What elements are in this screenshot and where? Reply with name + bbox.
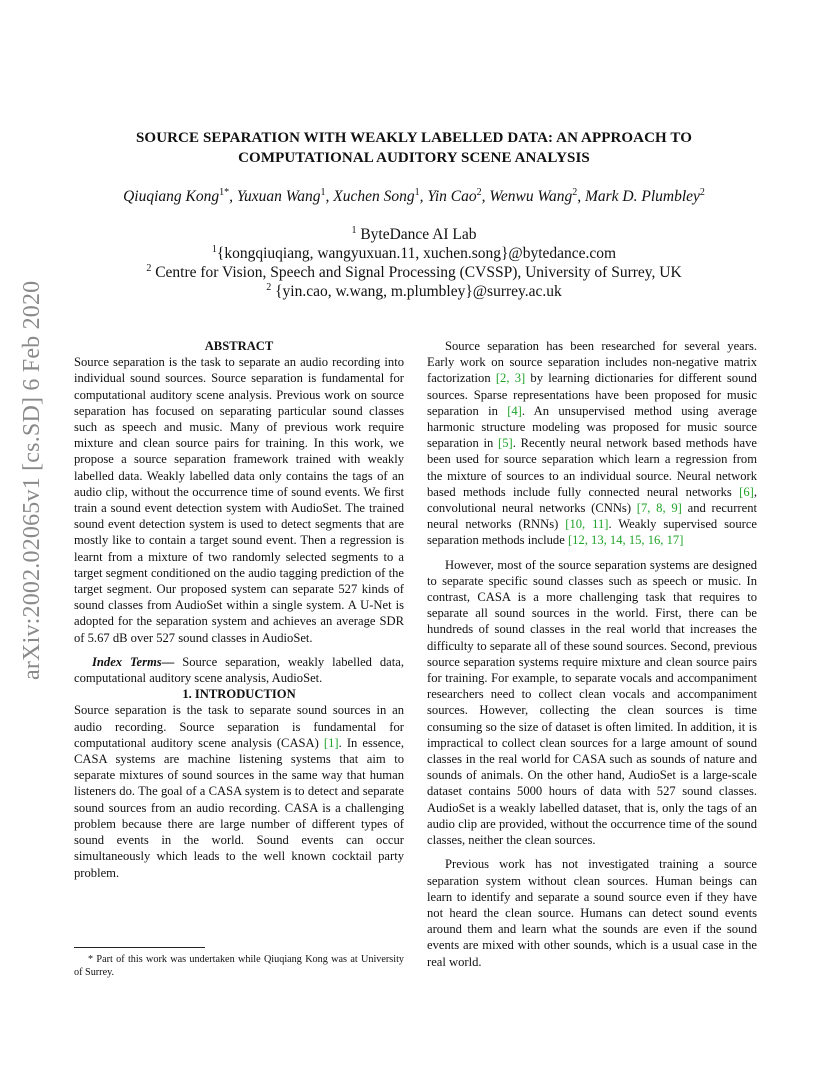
right-column [427,338,757,970]
index-terms-text: Source separation, weakly labelled data, computational auditory scene analysis, AudioSet. [74,654,405,686]
affiliation-line [74,225,754,244]
author-affiliation-mark: 1 [320,187,326,198]
arxiv-identifier-stamp: arXiv:2002.02065v1 [cs.SD] 6 Feb 2020 [19,280,45,680]
left-column [74,338,404,881]
citation-link[interactable]: [7, 8, 9] [636,501,682,516]
author-name: Mark D. Plumbley [584,188,700,206]
footnote-text: * Part of this work was undertaken while Qiuqiang Kong was at University of Surrey. [74,954,404,978]
author-affiliation-mark: 1* [219,187,230,198]
paragraph-text: . An unsupervised method using average harmonic structure modeling was proposed for music source separation in [427,403,757,451]
author-affiliation-mark: 2 [699,187,705,198]
affiliation-mark: 2 [146,263,152,274]
affiliation-mark: 1 [351,225,357,236]
footnote [74,953,404,979]
paragraph-text: , convolutional neural networks (CNNs) [427,484,757,516]
author-name: Wenwu Wang [489,188,573,206]
paragraph-text: Source separation has been researched for several years. Early work on source separation includes non-negative matrix factorization [427,339,757,386]
abstract-text: Source separation is the task to separate an audio recording into individual sound sources. Source separation is fundamental for computational auditory scene analysis. Previous work on source separation has focused on separating particular sound classes such as speech and music. Many of previous work require mixture and clean source pairs for training. In this work, we propose a source separation framework trained with weakly labelled data. Weakly labelled data only contains the tags of an audio clip, without the occurrence time of sound events. We first train a sound event detection system with AudioSet. The trained sound event detection system is used to detect segments that are mostly like to contain a target sound event. Then a regression is learnt from a mixture of two randomly selected segments to a target segment conditioned on the audio tagging prediction of the target segment. Our proposed system can separate 527 kinds of sound classes from AudioSet within a single system. A U-Net is adopted for the separation system and achieves an average SDR of 5.67 dB over 527 sound classes in AudioSet. [74,355,404,645]
author-affiliation-mark: 2 [476,187,482,198]
author-name: Yuxuan Wang [236,188,321,206]
paragraph-text: . In essence, CASA systems are machine listening systems that aim to separate mixtures of sound sources in the same way that human listeners do. The goal of a CASA system is to detect and separate sound sources from an audio recording. CASA is a challenging problem because there are large number of different types of sound events in the world. Sound events can occur simultaneously which leads to the well known cocktail party problem. [74,735,405,880]
citation-link[interactable]: [5] [498,436,513,451]
footnote-rule [74,947,205,948]
abstract-heading: ABSTRACT [204,339,274,353]
paragraph-text: . Recently neural network based methods have been used for source separation which learn a regression from the mixture of sources to an individual source. Neural network based methods include fully connected neural networks [427,436,757,499]
intro-paragraph [74,702,404,880]
author-name: Yin Cao [427,188,477,206]
title-line-1: SOURCE SEPARATION WITH WEAKLY LABELLED DATA: AN APPROACH TO [135,130,692,146]
affiliation-mark: 1 [211,244,217,255]
citation-link[interactable]: [2, 3] [495,371,526,386]
affiliation-text: Centre for Vision, Speech and Signal Processing (CVSSP), University of Surrey, UK [151,264,682,282]
index-terms [74,654,404,686]
affiliation-mark: 2 [266,282,272,293]
affiliation-line [74,244,754,263]
paper-title [74,128,754,168]
author-name: Qiuqiang Kong [123,188,220,206]
body-paragraph [427,338,757,549]
index-terms-label: Index Terms— [92,654,175,669]
affiliation-line [74,263,754,282]
title-line-2: COMPUTATIONAL AUDITORY SCENE ANALYSIS [238,150,590,166]
citation-link[interactable]: [4] [507,403,522,418]
body-paragraph: However, most of the source separation systems are designed to separate specific sound classes such as speech or music. In contrast, CASA is a more challenging task that requires to separate all sound sources in the world. First, there can be hundreds of sound classes in the real world that increases the difficulty to separate all of these sound sources. Second, previous source separation systems require mixture and clean source pairs for training. For example, to separate vocals and accompaniment researchers need to collect clean vocals and accompaniment sources. However, collecting the clean sources is time consuming so the size of dataset is often limited. In addition, it is impractical to collect clean sources for a large amount of sound classes in the real world for CASA such as sounds of nature and sounds of animals. On the other hand, AudioSet is a large-scale dataset contains 5000 hours of data with 527 sound classes. AudioSet is a weakly labelled dataset, that is, only the tags of an audio clip are provided, without the occurrence time of the sound classes, neither the clean sources. [427,557,757,848]
paragraph-text: Source separation is the task to separate sound sources in an audio recording. Source separation is fundamental for computational auditory scene analysis (CASA) [74,703,404,750]
body-paragraph: Previous work has not investigated training a source separation system without clean sources. Human beings can learn to identify and separate a sound source even if they have not heard the clean source. Humans can detect sound events around them and learn what the sounds are even if the sound events are mixed with other sounds, which is a usual case in the real world. [427,857,757,969]
affiliation-line [74,282,754,301]
author-list: Qiuqiang Kong$^{1*}$, Yuxuan Wang$^1$, Xuchen Song$^1$, Yin Cao$^2$, Wenwu Wang$^2$, Mark D. Plumbley$^2$ [123,187,705,206]
affiliation-text: ByteDance AI Lab [356,226,477,244]
email-list: {kongqiuqiang, wangyuxuan.11, xuchen.song}@bytedance.com [216,245,617,263]
author-name: Xuchen Song [333,188,415,206]
paragraph-text: by learning dictionaries for different sound sources. Sparse representations have been proposed for music separation in [427,371,757,418]
author-affiliation-mark: 2 [572,187,578,198]
citation-link[interactable]: [10, 11] [565,517,609,532]
citation-link[interactable]: [12, 13, 14, 15, 16, 17] [567,533,684,548]
email-list: {yin.cao, w.wang, m.plumbley}@surrey.ac.uk [271,283,562,301]
introduction-heading: 1. INTRODUCTION [182,687,296,702]
citation-link[interactable]: [1] [323,735,339,750]
paragraph-text: and recurrent neural networks (RNNs) [427,501,757,532]
citation-link[interactable]: [6] [739,484,754,499]
paragraph-text: . Weakly supervised source separation methods include [427,517,758,548]
author-affiliation-mark: 1 [414,187,420,198]
